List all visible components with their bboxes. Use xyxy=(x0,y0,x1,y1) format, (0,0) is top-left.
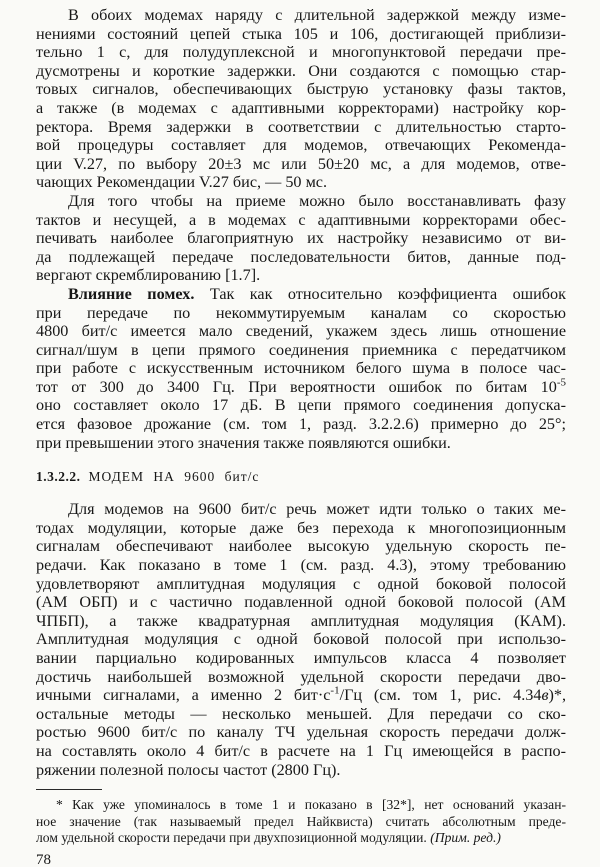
text-segment: ЧПБП), а также квадратурная амплитудная модуляция (КАМ). xyxy=(36,611,566,630)
text-segment: тактов и несущей, а в модемах с адаптивными корректорами обес- xyxy=(36,210,566,229)
text-segment: чающих Рекомендации V.27 бис, — 50 мс. xyxy=(36,173,328,192)
text-segment: )*, xyxy=(548,686,566,705)
section-number: 1.3.2.2. xyxy=(36,469,81,485)
text-line xyxy=(36,266,566,285)
text-line xyxy=(36,415,566,434)
text-line xyxy=(36,556,566,575)
text-segment: ное значение (так называемый предел Найквиста) считать абсолютным преде- xyxy=(36,813,566,829)
text-segment: достичь наибольшей возможной удельной скорости передачи дво- xyxy=(36,667,566,686)
text-line xyxy=(36,304,566,323)
text-segment: остальные методы — несколько меньшей. Для передачи со ско- xyxy=(36,704,566,723)
text-line xyxy=(36,630,566,649)
text-line xyxy=(36,6,566,25)
text-segment: при передаче по некоммутируемым каналам со скоростью xyxy=(36,303,566,322)
text-segment: на составлять около 4 бит/с в расчете на 1 Гц имеющейся в распо- xyxy=(36,741,566,760)
text-line xyxy=(36,80,566,99)
superscript-segment: -5 xyxy=(556,377,566,389)
text-line xyxy=(36,742,566,761)
text-line xyxy=(36,43,566,62)
text-segment: тельно 1 с, для полудуплексной и многопунктовой передачи пре- xyxy=(36,43,566,62)
text-line xyxy=(36,537,566,556)
text-line xyxy=(36,686,566,705)
text-line xyxy=(36,761,566,780)
text-line xyxy=(36,25,566,44)
text-segment: да подлежащей передаче последовательности битов, данные под- xyxy=(36,247,566,266)
text-line xyxy=(36,500,566,519)
bold-text-segment: Влияние помех. xyxy=(68,284,195,303)
text-segment: вой процедуры составляет для модемов, отвечающих Рекоменда- xyxy=(36,136,566,155)
italic-text-segment: в xyxy=(541,686,549,705)
text-segment: ректора. Время задержки в соответствии с длительностью старто- xyxy=(36,117,566,136)
text-line xyxy=(36,705,566,724)
text-line xyxy=(36,118,566,137)
text-segment: ростью 9600 бит/с по каналу ТЧ удельная скорость передачи долж- xyxy=(36,723,566,742)
text-segment: Для того чтобы на приеме можно было восстанавливать фазу xyxy=(68,191,566,210)
text-segment: сигнал/шум в цепи прямого соединения приемника с передатчиком xyxy=(36,340,566,359)
text-segment: Так как относительно коэффициента ошибок xyxy=(194,284,566,303)
text-segment: ряжении полезной полосы частот (2800 Гц). xyxy=(36,760,341,779)
text-segment: удовлетворяют амплитудная модуляция с одной боковой полосой xyxy=(36,574,566,593)
text-line xyxy=(36,575,566,594)
text-segment: тодах модуляции, которые даже без перехода к многопозиционным xyxy=(36,518,566,537)
text-segment: нениями состояний цепей стыка 105 и 106, достигающей приблизи- xyxy=(36,24,566,43)
footnote-nyquist-limit xyxy=(36,797,566,847)
text-segment: Амплитудная модуляция с одной боковой полосой при использо- xyxy=(36,630,566,649)
text-line xyxy=(36,229,566,248)
text-line xyxy=(36,612,566,631)
paragraph-9600-modulation xyxy=(36,500,566,779)
text-segment: лом удельной скорости передачи при двухпозиционной модуляции. xyxy=(36,830,431,846)
text-line xyxy=(36,285,566,304)
text-segment: товых сигналов, обеспечивающих быструю установку фазы тактов, xyxy=(36,80,566,99)
text-line xyxy=(36,434,566,453)
text-line xyxy=(36,830,566,847)
text-line xyxy=(36,136,566,155)
text-line xyxy=(36,519,566,538)
text-segment: печивать наиболее благоприятную их настройку независимо от ви- xyxy=(36,229,566,248)
text-segment: тот от 300 до 3400 Гц. При вероятности ошибок по битам 10 xyxy=(36,377,557,396)
text-line xyxy=(36,378,566,397)
text-segment: вании парциально кодированных импульсов класса 4 позволяет xyxy=(36,649,566,667)
text-line xyxy=(36,248,566,267)
paragraph-scrambling xyxy=(36,192,566,285)
text-line xyxy=(36,396,566,415)
text-segment: оно составляет около 17 дБ. В цепи прямого соединения допуска- xyxy=(36,396,566,415)
text-segment: вергают скремблированию [1.7]. xyxy=(36,266,261,285)
text-segment: (АМ ОБП) и с частично подавленной одной боковой полосой (АМ xyxy=(36,593,566,612)
text-segment: редачи. Как показано в томе 1 (см. разд. 4.3), этому требованию xyxy=(36,556,566,575)
paragraph-modem-delays xyxy=(36,6,566,192)
text-segment: а также (в модемах с адаптивными корректорами) настройку кор- xyxy=(36,98,566,117)
text-line xyxy=(36,814,566,831)
text-line xyxy=(36,192,566,211)
page-number: 78 xyxy=(36,851,51,867)
text-line xyxy=(36,211,566,230)
superscript-segment: -1 xyxy=(330,686,340,697)
footnote-separator-rule xyxy=(36,789,102,790)
text-segment: * Как уже упоминалось в томе 1 и показано в [32*], нет оснований указан- xyxy=(56,797,566,813)
text-line xyxy=(36,593,566,612)
text-line xyxy=(36,155,566,174)
text-line xyxy=(36,797,566,814)
text-line xyxy=(36,723,566,742)
text-line xyxy=(36,341,566,360)
paragraph-noise-influence xyxy=(36,285,566,452)
text-line xyxy=(36,359,566,378)
text-line xyxy=(36,322,566,341)
text-line xyxy=(36,62,566,81)
text-line xyxy=(36,99,566,118)
text-segment: ции V.27, по выбору 20±3 мс или 50±20 мс, а для модемов, отве- xyxy=(36,154,566,173)
text-line xyxy=(36,649,566,668)
text-segment: ется фазовое дрожание (см. том 1, разд. 3.2.2.6) примерно до 25°; xyxy=(36,415,566,434)
text-segment: дусмотрены и короткие задержки. Они создаются с помощью стар- xyxy=(36,61,566,80)
italic-text-segment: (Прим. ред.) xyxy=(430,830,501,846)
text-segment: /Гц (см. том 1, рис. 4.34 xyxy=(339,686,542,705)
text-segment: сигналам обеспечивают наиболее высокую удельную скорость пе- xyxy=(36,537,566,556)
text-line xyxy=(36,173,566,192)
section-heading-1-3-2-2 xyxy=(36,469,566,485)
text-segment: при превышении этого значения также появляются ошибки. xyxy=(36,433,451,452)
section-title: МОДЕМ НА 9600 бит/с xyxy=(88,469,260,485)
text-segment: В обоих модемах наряду с длительной задержкой между изме- xyxy=(68,6,566,24)
text-segment: 4800 бит/с имеется мало сведений, укажем здесь лишь отношение xyxy=(36,322,566,341)
text-line xyxy=(36,668,566,687)
text-segment: при работе с искусственным источником белого шума в полосе час- xyxy=(36,359,566,378)
text-segment: Для модемов на 9600 бит/с речь может идти только о таких ме- xyxy=(68,500,566,519)
page-content xyxy=(36,6,566,847)
text-segment: ичными сигналами, а именно 2 бит·с xyxy=(36,686,331,705)
